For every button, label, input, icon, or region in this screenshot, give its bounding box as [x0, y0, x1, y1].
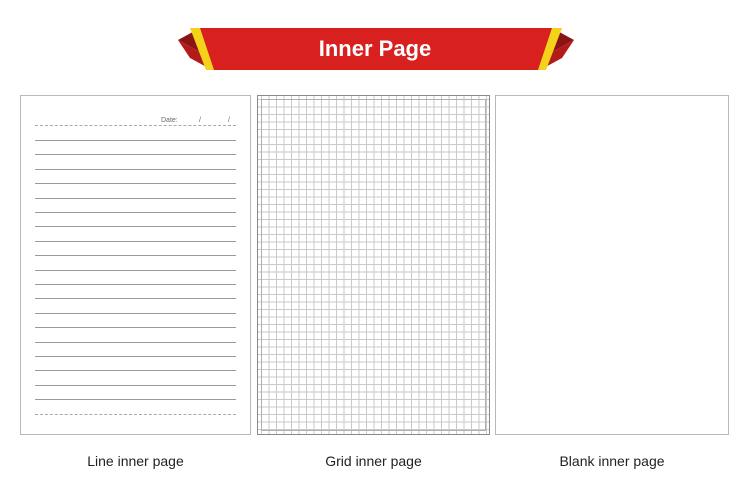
line-page-sample	[20, 95, 251, 435]
ruled-line	[35, 226, 236, 227]
grid-page-sample	[257, 95, 490, 435]
ruled-line	[35, 313, 236, 314]
ruled-line	[35, 270, 236, 271]
ruled-line	[35, 342, 236, 343]
ruled-line	[35, 255, 236, 256]
date-separator: /	[199, 117, 201, 124]
ruled-line	[35, 284, 236, 285]
grid-page-caption: Grid inner page	[325, 453, 422, 469]
banner-title: Inner Page	[318, 36, 432, 61]
ruled-line	[35, 327, 236, 328]
ruled-line	[35, 370, 236, 371]
line-page-caption: Line inner page	[87, 453, 184, 469]
title-banner	[0, 0, 750, 80]
ruled-line	[35, 298, 236, 299]
ruled-line	[35, 212, 236, 213]
blank-page-caption: Blank inner page	[559, 453, 665, 469]
date-label: Date:	[161, 117, 178, 124]
ruled-line	[35, 399, 236, 400]
ruled-line	[35, 183, 236, 184]
ruled-line	[35, 169, 236, 170]
ruled-line	[35, 198, 236, 199]
ruled-line	[35, 125, 236, 126]
ruled-line	[35, 140, 236, 141]
blank-page-sample	[495, 95, 729, 435]
ruled-line	[35, 356, 236, 357]
ruled-line	[35, 385, 236, 386]
date-separator: /	[228, 117, 230, 124]
grid-border	[261, 99, 486, 431]
ruled-line	[35, 154, 236, 155]
ruled-line	[35, 414, 236, 415]
ruled-line	[35, 241, 236, 242]
